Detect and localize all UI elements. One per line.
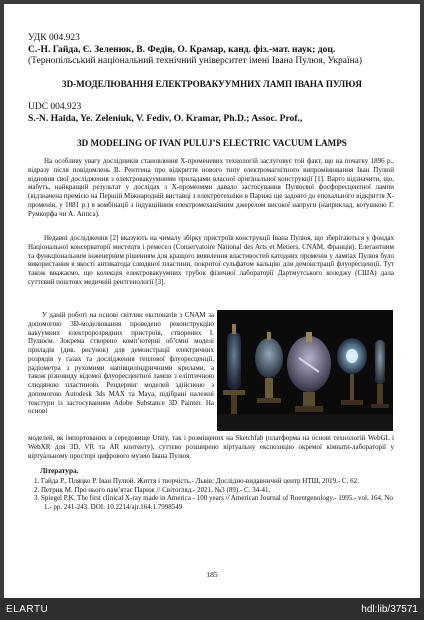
lamp-renders-image	[217, 310, 393, 431]
affiliation-uk: (Тернопільський національний технічний університет імені Івана Пулюя, Україна)	[28, 56, 363, 66]
paragraph-3: У даній роботі на основі світлин експонатів з CNAM за допомогою 3D-моделювання проведено реконструкцію вакуумних електророзрядних пристроїв, створених І. Пулюєм. Зокрема створено комп’ютерні об’ємні моделі приладів (див. рисунок) для демонстрації електричних розрядів у газах та дослідження теплової флуоресценції, радіометра з рухомими напівциліндричними крилами, а також різновиду відомої флуоресцентної лампи з еліптичною слюдяною пластиною. Рендеринг моделей здійснено з допомогою Autodesk 3ds MAX та Maya, підібрані належні текстури із застосуванням Adobe Substance 3D Painter. На основі	[28, 311, 214, 416]
udk-code: УДК 004.923	[28, 33, 80, 43]
title-uk: 3D-МОДЕЛЮВАННЯ ЕЛЕКТРОВАКУУМНИХ ЛАМП ІВАНА ПУЛЮЯ	[62, 79, 362, 89]
authors-uk: С.-Н. Гайда, Є. Зеленюк, В. Федів, О. Крамар, канд. фіз.-мат. наук; доц.	[28, 44, 336, 55]
paragraph-2: Недавні дослідження [2] вказують на чималу збірку пристроїв конструкції Івана Пулюя, що зберігаються у фондах Національної консерваторії мистецтв і ремесел (Conservatoire National des Arts et Metiers, CNAM, Франція). Елегантним та функціональним інженерним рішенням для кращого виявлення властивостей катодних променів у лампах Пулюя було використання в якості антикатода слюдяної пластини, покритої сульфатом кальцію для демонстрації флуоресценції. Тут також вважаємо, що колекція електровакуумних трубок фізичної лабораторії Дартмутського коледжу (США) дала суттєвий поштовх медичній рентгенології [3].	[28, 234, 394, 286]
reference-item: 3. Spiegel P.K. The first clinical X-ray made in America - 100 years // American Journal of Roentgenology.- 1995.- vol. 164, No 1.- pp. 241-243. DOI: 10.2214/ajr.164.1.7998549	[34, 494, 394, 512]
page-number: 185	[206, 570, 218, 579]
reference-item: 1. Гайда Р., Пляцко Р. Іван Пулюй. Життя і творчість.- Львів: Дослідно-видавничий центр НТШ, 2019.- С. 62.	[34, 477, 359, 485]
authors-en: S.-N. Haida, Ye. Zeleniuk, V. Fediv, O. Kramar, Ph.D.; Assoc. Prof.,	[28, 113, 303, 124]
paragraph-1: На особливу увагу дослідників становлення Х-променевих технологій заслуговує той факт, що на початку 1896 р., відразу після повідомлень В. Рентгена про відкриття нового типу електромагнітного випромінювання Іван Пулюй відновив свої дослідження з електровакуумними приладами власної оригінальної конструкції [1]. Варто відзначити, що, мабуть, найкращий результат у дослідах з Х-променями давало застосування Пулюєвої фосфоресцентної лампи (відзначена премією на Першій Міжнародній виставці з електротехніки в Парижі ще задовго до епохального відкриття Х-променів, у 1881 р.) в комбінації з індукційним електромеханічним джерелом високої напруги (наприклад, котушкою Г. Румкорфа чи А. Аппса).	[28, 157, 394, 218]
reference-list	[34, 477, 394, 512]
document-page	[4, 4, 420, 598]
literature-heading: Література.	[40, 466, 79, 475]
handle-link[interactable]: hdl:lib/37571	[361, 604, 418, 615]
udc-code: UDC 004.923	[28, 102, 82, 112]
repository-name[interactable]: ELARTU	[6, 604, 49, 615]
lamp-models-figure	[217, 310, 393, 431]
title-en: 3D MODELING OF IVAN PULUJ’S ELECTRIC VACUUM LAMPS	[77, 138, 347, 148]
reference-item: 2. Петрик М. Про нього пам’ятає Париж // Світогляд.- 2021, №3 (89).- С. 34-41.	[34, 485, 271, 494]
paragraph-3-continued: моделей, як імпортованих в середовище Unity, так і розміщених на Sketchfab (платформа на основі технологій WebGL і WebXR для 3D, VR та AR контенту), суттєво розширено віртуальну експозицію окремої кімнати-лабораторії у віртуальному просторі цифрового музею Івана Пулюя.	[28, 434, 394, 460]
